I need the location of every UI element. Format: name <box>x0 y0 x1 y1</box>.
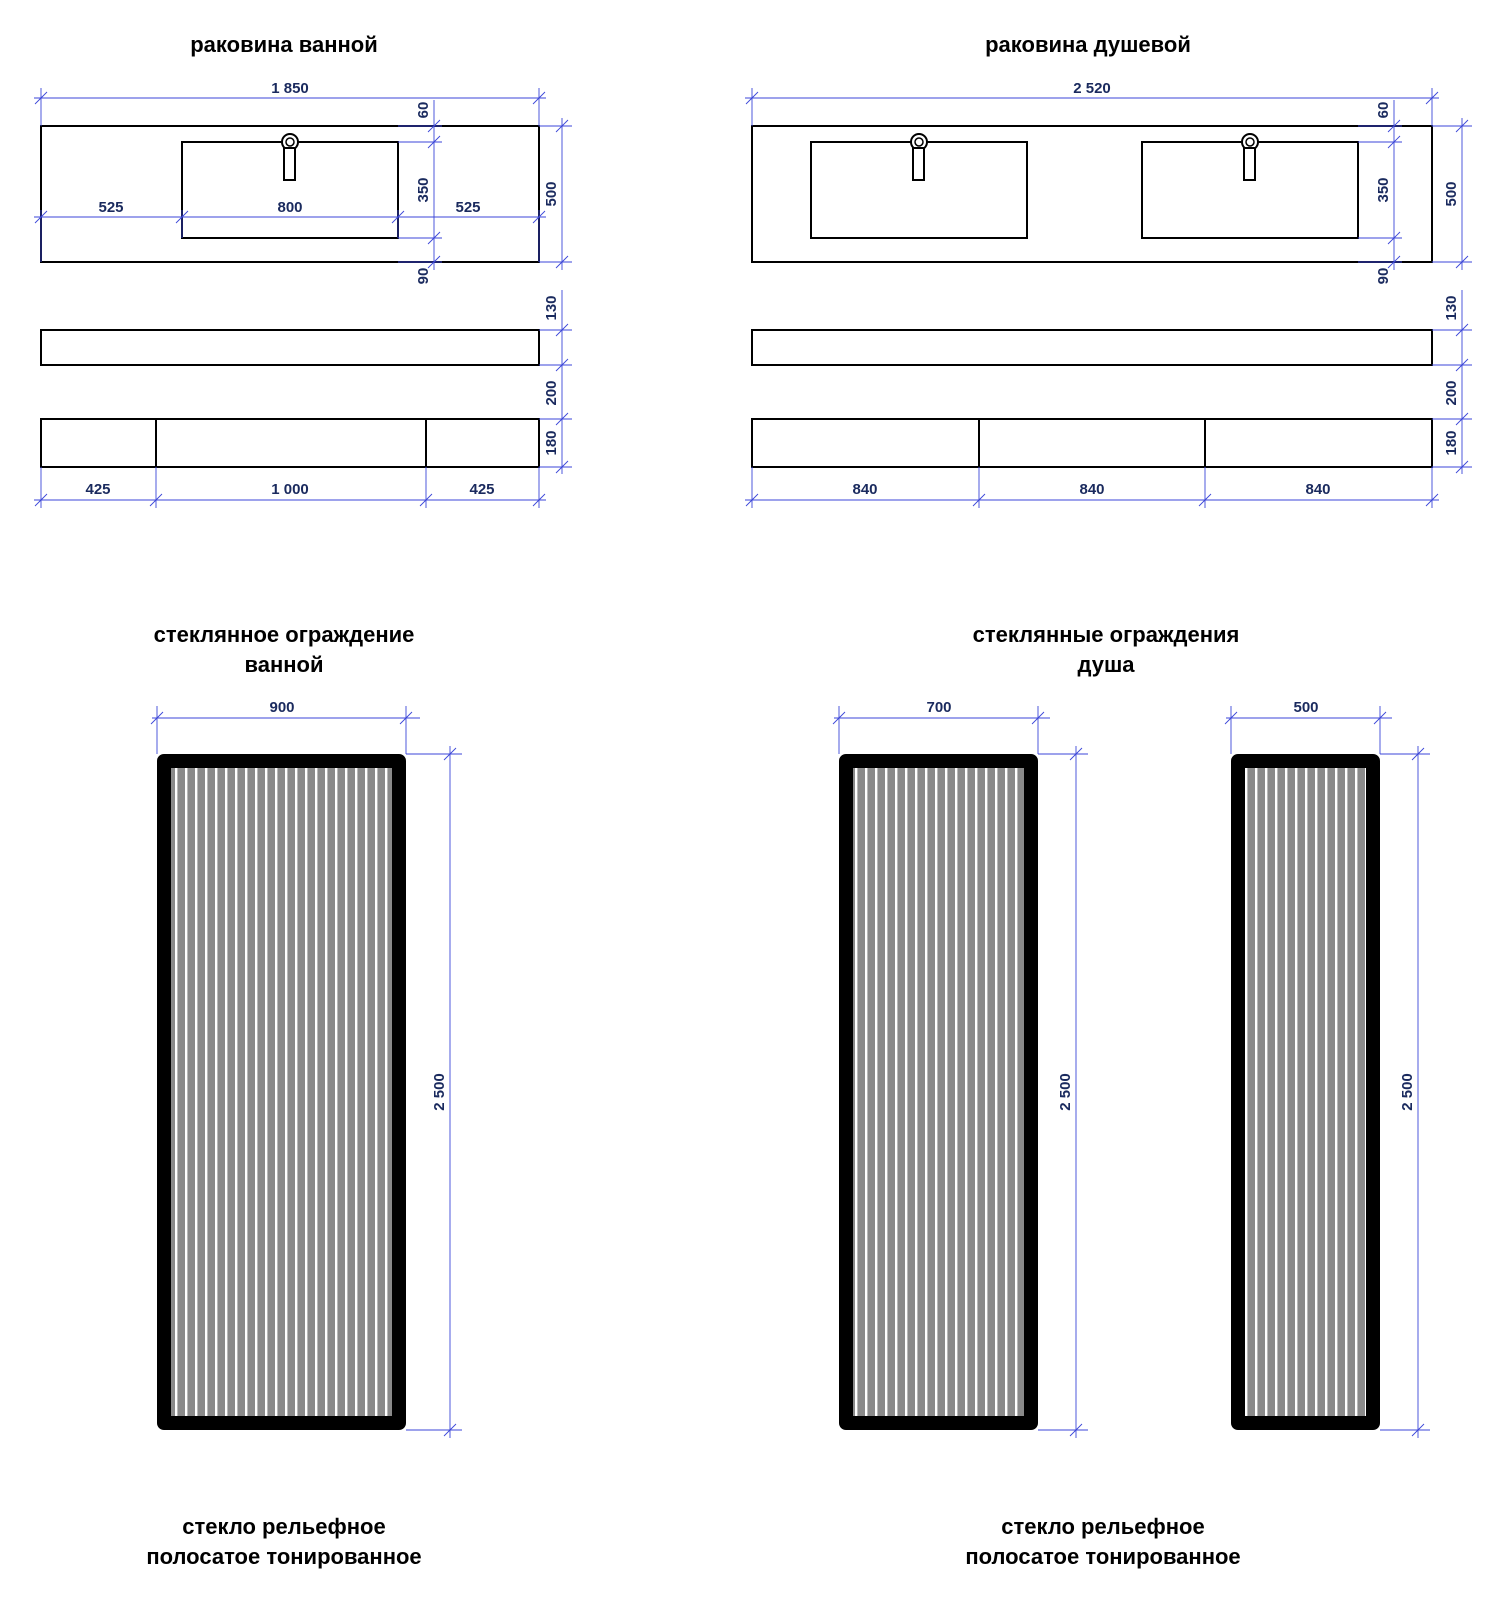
dim-shower-drawer-1-value: 840 <box>852 481 878 498</box>
dim-shower-depth-value: 500 <box>1443 181 1460 207</box>
dim-glass-bath-height-value: 2 500 <box>431 1073 448 1111</box>
dim-bath-bottom-gap-value: 90 <box>415 267 432 285</box>
dim-shower-drawer-2-value: 840 <box>1079 481 1105 498</box>
dim-glass-shower-2-width <box>1225 699 1392 754</box>
glass-panel-shower-2 <box>1225 699 1430 1438</box>
dim-bath-drawer-height-value: 180 <box>543 430 560 456</box>
dim-glass-bath-width <box>151 699 420 754</box>
dim-bath-depth-value: 500 <box>543 181 560 207</box>
shelf-shower <box>752 330 1432 365</box>
glass-note-left-line1: стекло рельефное <box>182 1514 386 1539</box>
dim-bath-bowl-value: 800 <box>277 199 303 216</box>
sink-bath-group <box>34 80 572 508</box>
dim-bath-drawer-1-value: 425 <box>85 481 111 498</box>
dim-glass-bath-width-value: 900 <box>269 699 295 716</box>
dim-bath-shelf-gap-value: 200 <box>543 380 560 406</box>
dim-bath-drawers <box>34 467 546 508</box>
dim-bath-front-chain <box>539 290 572 474</box>
drawer-unit-shower <box>752 419 1432 467</box>
dim-bath-drawer-3-value: 425 <box>469 481 495 498</box>
glass-note-left-line2: полосатое тонированное <box>146 1544 422 1569</box>
sink-shower-group <box>745 80 1472 508</box>
dim-shower-bowl-depth-value: 350 <box>1375 177 1392 203</box>
glass-panel-shower-1 <box>833 699 1088 1438</box>
dim-shower-overall <box>745 80 1439 126</box>
dim-glass-bath-height <box>406 746 462 1438</box>
dim-bath-overall-value: 1 850 <box>271 80 309 97</box>
dim-shower-shelf-gap-value: 200 <box>1443 380 1460 406</box>
dim-glass-shower-1-width <box>833 699 1050 754</box>
dim-glass-shower-1-width-value: 700 <box>926 699 952 716</box>
dim-bath-right-value: 525 <box>455 199 481 216</box>
glass-panel-bath <box>151 699 462 1438</box>
glass-panel-shower-1-frame <box>846 761 1031 1423</box>
dim-shower-front-chain <box>1432 290 1472 474</box>
dim-bath-depth <box>539 118 572 270</box>
glass-note-right-line1: стекло рельефное <box>1001 1514 1205 1539</box>
dim-bath-drawer-2-value: 1 000 <box>271 481 309 498</box>
faucet-icon <box>1242 134 1258 180</box>
faucet-icon <box>282 134 298 180</box>
dim-glass-shower-1-height <box>1038 746 1088 1438</box>
title-sink-bath: раковина ванной <box>190 32 378 57</box>
dim-shower-drawer-height-value: 180 <box>1443 430 1460 456</box>
drawer-unit-bath <box>41 419 539 467</box>
dim-shower-drawer-3-value: 840 <box>1305 481 1331 498</box>
title-sink-shower: раковина душевой <box>985 32 1191 57</box>
dim-glass-shower-2-width-value: 500 <box>1293 699 1319 716</box>
dim-glass-shower-2-height <box>1380 746 1430 1438</box>
dim-bath-overall <box>34 80 546 126</box>
dim-shower-overall-value: 2 520 <box>1073 80 1111 97</box>
shelf-bath <box>41 330 539 365</box>
dim-glass-shower-1-height-value: 2 500 <box>1057 1073 1074 1111</box>
dim-bath-top-gap-value: 60 <box>415 101 432 119</box>
dim-bath-bowl-depth-value: 350 <box>415 177 432 203</box>
glass-panel-bath-frame <box>164 761 399 1423</box>
dim-glass-shower-2-height-value: 2 500 <box>1399 1073 1416 1111</box>
faucet-icon <box>911 134 927 180</box>
title-glass-bath-line2: ванной <box>244 652 324 677</box>
dim-shower-drawers <box>745 467 1439 508</box>
title-glass-shower-line1: стеклянные ограждения <box>972 622 1240 647</box>
title-glass-shower-line2: душа <box>1077 652 1135 677</box>
dim-shower-bottom-gap-value: 90 <box>1375 267 1392 285</box>
glass-panel-shower-2-frame <box>1238 761 1373 1423</box>
dim-bath-left-value: 525 <box>98 199 124 216</box>
dim-shower-top-gap-value: 60 <box>1375 101 1392 119</box>
title-glass-bath-line1: стеклянное ограждение <box>153 622 415 647</box>
dim-shower-shelf-height-value: 130 <box>1443 295 1460 321</box>
dim-bath-shelf-height-value: 130 <box>543 295 560 321</box>
dim-shower-depth <box>1432 118 1472 270</box>
glass-note-right-line2: полосатое тонированное <box>965 1544 1241 1569</box>
